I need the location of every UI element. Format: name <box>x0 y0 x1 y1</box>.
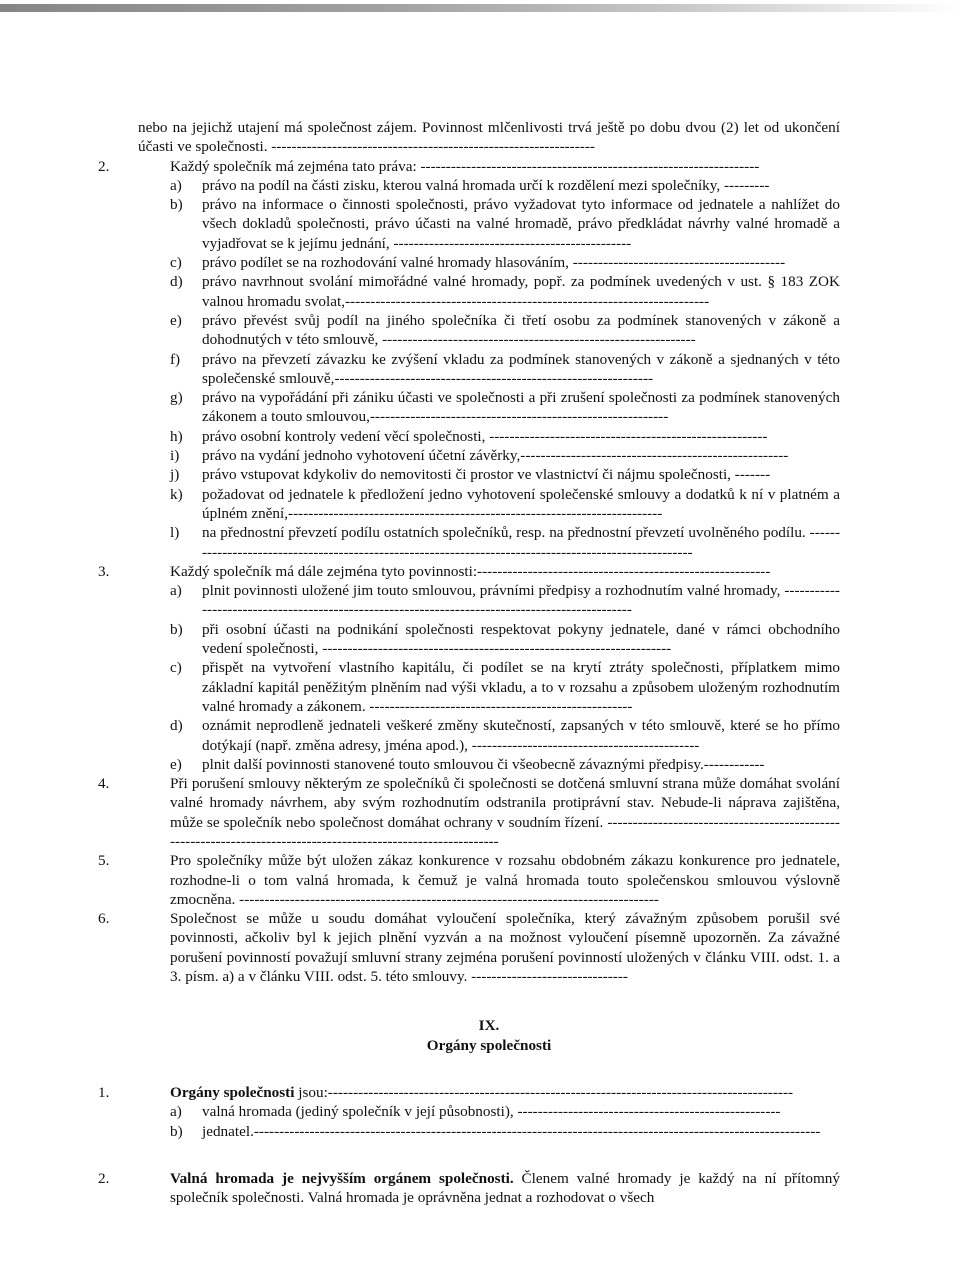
item-label: c) <box>170 254 182 272</box>
item-text: právo na podíl na části zisku, kterou valná hromada určí k rozdělení mezi společníky, --------- <box>202 176 770 194</box>
item-text: oznámit neprodleně jednateli veškeré změny skutečností, zapsaných v této smlouvě, které se ho přímo dotýkají (např. změna adresy, jména apod.), --------------------------------------------- <box>202 717 840 754</box>
list-item <box>170 658 840 716</box>
list-item <box>170 272 840 311</box>
item-text: plnit další povinnosti stanovené touto smlouvou či všeobecně závaznými předpisy.------------ <box>202 755 765 773</box>
item-text: přispět na vytvoření vlastního kapitálu, či podílet se na krytí ztráty společnosti, příplatkem mimo základní kapitál peněžitým plněním nad výši vkladu, a to v rozsahu a způsobem uloženým rozhodnutím valné hromady a zákonem. ---------------------------------------------------- <box>202 659 840 715</box>
section-number: 2. <box>98 157 110 175</box>
item-text: právo navrhnout svolání mimořádné valné hromady, popř. za podmínek uvedených v ust. § 183 ZOK valnou hromadu svolat,------------------------------------------------------------------------ <box>202 273 840 310</box>
scan-edge-artifact <box>0 4 960 12</box>
list-item <box>170 176 840 195</box>
item-text: právo na vydání jednoho vyhotovení účetní závěrky,----------------------------------------------------- <box>202 447 789 465</box>
section-3 <box>98 562 840 581</box>
item-label: c) <box>170 659 182 677</box>
item-label: j) <box>170 466 180 484</box>
item-label: g) <box>170 389 183 407</box>
section-text: Každý společník má dále zejména tyto povinnosti:---------------------------------------------------------- <box>170 562 771 580</box>
item-label: b) <box>170 196 183 214</box>
list-item <box>170 195 840 253</box>
list-item <box>170 581 840 620</box>
section-5 <box>98 851 840 909</box>
article-heading <box>138 1016 840 1055</box>
item-label: a) <box>170 1103 182 1121</box>
item-label: a) <box>170 176 182 194</box>
section-text: Při porušení smlouvy některým ze společníků či společnosti se dotčená smluvní strana může domáhat svolání valné hromady návrhem, aby svým rozhodnutím odstranila protiprávní stav. Nebude-li náprava zajištěna, může se společník nebo společnost domáhat ochrany v soudním řízení. --------------------------------------------------------------------------------------------------------------- <box>170 775 840 850</box>
list-item <box>170 620 840 659</box>
organs-section-1 <box>98 1083 840 1102</box>
section-number: 3. <box>98 562 110 580</box>
item-label: b) <box>170 620 183 638</box>
paragraph-continuation: nebo na jejichž utajení má společnost zájem. Povinnost mlčenlivosti trvá ještě po dobu dvou (2) let od ukončení účasti ve společnosti. ---------------------------------------------------------------- <box>138 119 840 156</box>
section-number: 5. <box>98 852 110 870</box>
section-6 <box>98 909 840 986</box>
list-item <box>170 388 840 427</box>
section-text: Každý společník má zejména tato práva: ------------------------------------------------------------------- <box>170 157 760 175</box>
item-text: právo podílet se na rozhodování valné hromady hlasováním, ------------------------------------------ <box>202 254 786 272</box>
item-text: právo osobní kontroly vedení věcí společnosti, ------------------------------------------------------- <box>202 427 768 445</box>
list-item <box>170 253 840 272</box>
list-item <box>170 716 840 755</box>
item-label: a) <box>170 582 182 600</box>
item-label: b) <box>170 1122 183 1140</box>
article-title: Orgány společnosti <box>426 1036 552 1054</box>
item-text: plnit povinnosti uložené jim touto smlouvou, právními předpisy a rozhodnutím valné hromady, ------------------------------------------------------------------------------------------------ <box>202 582 840 619</box>
item-text: při osobní účasti na podnikání společnosti respektovat pokyny jednatele, dané v rámci obchodního vedení společnosti, --------------------------------------------------------------------- <box>202 620 840 658</box>
item-label: e) <box>170 755 182 773</box>
list-item <box>170 427 840 446</box>
list-item <box>170 755 840 774</box>
section-bold-text: Valná hromada je nejvyšším orgánem společnosti. <box>170 1169 514 1187</box>
article-number: IX. <box>478 1017 500 1035</box>
list-item <box>170 446 840 465</box>
organs-section-2 <box>98 1169 840 1208</box>
item-text: právo na převzetí závazku ke zvýšení vkladu za podmínek stanovených v zákoně a sjednaných v této společenské smlouvě,--------------------------------------------------------------- <box>202 350 840 387</box>
item-text: valná hromada (jediný společník v její působnosti), ---------------------------------------------------- <box>202 1103 781 1121</box>
list-item <box>170 485 840 524</box>
section-number: 6. <box>98 910 110 928</box>
list-item <box>170 1122 840 1141</box>
item-text: na přednostní převzetí podílu ostatních společníků, resp. na přednostní převzetí uvolněného podílu. ------------------------------------------------------------------------------------------------------- <box>202 524 840 561</box>
list-item <box>170 1102 840 1121</box>
list-item <box>170 311 840 350</box>
section-number: 1. <box>98 1083 110 1101</box>
section-number: 2. <box>98 1169 110 1187</box>
section-2 <box>98 157 840 176</box>
section-text: jsou:-------------------------------------------------------------------------------------------- <box>294 1083 794 1101</box>
item-text: právo na informace o činnosti společnosti, právo vyžadovat tyto informace od jednatele a nahlížet do všech dokladů společnosti, právo účasti na valné hromadě, právo předkládat návrhy valné hromadě a vyjadřovat se k jejímu jednání, ----------------------------------------------- <box>202 196 840 252</box>
item-label: l) <box>170 524 180 542</box>
item-label: d) <box>170 717 183 735</box>
item-label: d) <box>170 273 183 291</box>
item-text: jednatel.---------------------------------------------------------------------------------------------------------------- <box>202 1122 821 1140</box>
section-text: Společnost se může u soudu domáhat vyloučení společníka, který závažným způsobem porušil své povinnosti, ačkoliv byl k jejich plnění vyzván a na možnost vyloučení písemně upozorněn. Za závažné porušení povinností považují smluvní strany zejména porušení povinností uložených v článku VIII. odst. 1. a 3. písm. a) a v článku VIII. odst. 5. této smlouvy. ------------------------------- <box>170 910 840 986</box>
document-page <box>98 118 840 1207</box>
section-text: Členem valné hromady je každý na ní přítomný společník společnosti. Valná hromada je oprávněna jednat a rozhodovat o všech <box>170 1169 840 1207</box>
section-4 <box>98 774 840 851</box>
section-bold-text: Orgány společnosti <box>170 1083 295 1101</box>
item-text: právo převést svůj podíl na jiného společníka či třetí osobu za podmínek stanovených v zákoně a dohodnutých v této smlouvě, -------------------------------------------------------------- <box>202 311 840 349</box>
item-label: k) <box>170 485 183 503</box>
item-text: požadovat od jednatele k předložení jedno vyhotovení společenské smlouvy a dodatků k ní v platném a úplném znění,-------------------------------------------------------------------------- <box>202 485 840 522</box>
item-label: i) <box>170 447 180 465</box>
item-label: e) <box>170 311 182 329</box>
item-text: právo na vypořádání při zániku účasti ve společnosti a při zrušení společnosti za podmínek stanovených zákonem a touto smlouvou,----------------------------------------------------------- <box>202 389 840 426</box>
item-label: f) <box>170 350 181 368</box>
section-text: Pro společníky může být uložen zákaz konkurence v rozsahu obdobném zákazu konkurence pro jednatele, rozhodne-li o tom valná hromada, k čemuž je valná hromada touto společenskou smlouvou výslovně zmocněna. ----------------------------------------------------------------------------------- <box>170 852 840 908</box>
list-item <box>170 465 840 484</box>
item-text: právo vstupovat kdykoliv do nemovitosti či prostor ve vlastnictví či nájmu společnosti, ------- <box>202 466 771 484</box>
item-label: h) <box>170 427 183 445</box>
list-item <box>170 523 840 562</box>
section-number: 4. <box>98 775 110 793</box>
list-item <box>170 350 840 389</box>
